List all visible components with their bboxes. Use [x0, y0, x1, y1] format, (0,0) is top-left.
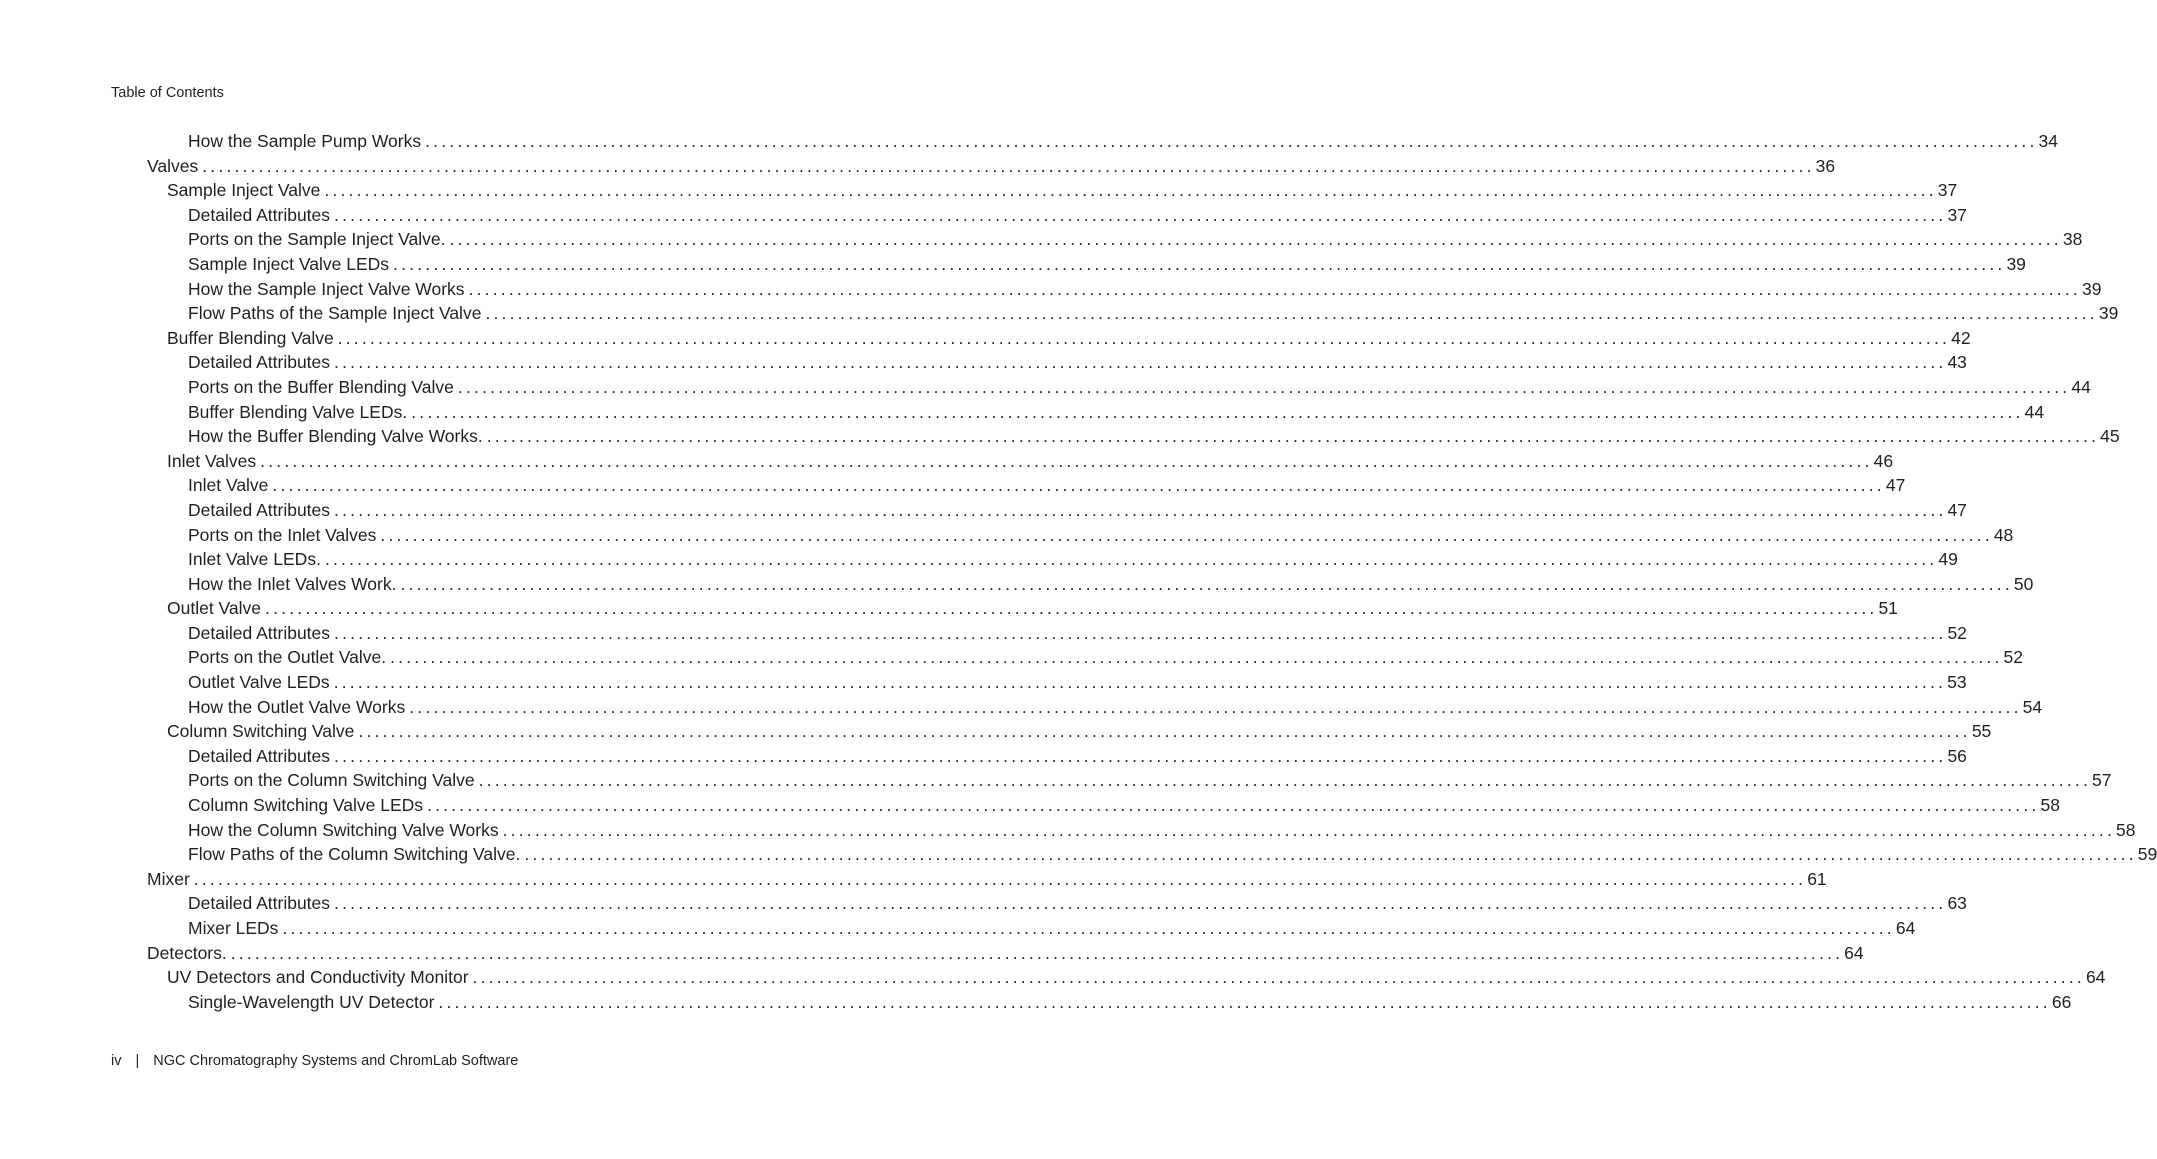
toc-entry-title: Detailed Attributes — [188, 203, 334, 228]
toc-dot-leader: ........................................................................................................................................................................................................ — [334, 499, 1947, 520]
toc-dot-leader: ........................................................................................................................................................................................................ — [334, 352, 1947, 373]
toc-entry[interactable] — [0, 154, 1836, 179]
toc-entry-page-number: 53 — [1946, 670, 1966, 695]
toc-entry-page-number: 39 — [2005, 252, 2025, 277]
toc-dot-leader: ........................................................................................................................................................................................................ — [409, 696, 2022, 717]
toc-entry[interactable] — [0, 596, 1898, 621]
toc-entry-title: Mixer LEDs — [188, 916, 282, 941]
toc-entry[interactable] — [0, 277, 2102, 302]
toc-entry[interactable] — [0, 990, 2072, 1015]
toc-dot-leader: ........................................................................................................................................................................................................ — [400, 573, 2013, 594]
toc-entry-page-number: 39 — [2081, 277, 2101, 302]
toc-entry-title: How the Outlet Valve Works — [188, 695, 409, 720]
toc-entry-line — [188, 842, 2157, 867]
toc-dot-leader: ........................................................................................................................................................................................................ — [438, 991, 2051, 1012]
toc-entry-title: How the Inlet Valves Work. — [188, 572, 400, 597]
toc-entry-line — [188, 301, 2119, 326]
toc-entry-page-number: 54 — [2022, 695, 2042, 720]
toc-dot-leader: ........................................................................................................................................................................................................ — [380, 524, 1993, 545]
toc-entry-title: Ports on the Buffer Blending Valve — [188, 375, 458, 400]
toc-dot-leader: ........................................................................................................................................................................................................ — [478, 770, 2092, 791]
toc-entry[interactable] — [0, 350, 1967, 375]
toc-entry-page-number: 47 — [1885, 473, 1905, 498]
toc-entry-line — [188, 916, 1916, 941]
toc-entry[interactable] — [0, 695, 2043, 720]
toc-entry-line — [188, 203, 1967, 228]
toc-entry-line — [188, 572, 2034, 597]
toc-entry-line — [188, 621, 1967, 646]
toc-entry-title: Ports on the Sample Inject Valve. — [188, 227, 449, 252]
toc-entry[interactable] — [0, 252, 2026, 277]
toc-entry[interactable] — [0, 203, 1967, 228]
toc-entry-line — [188, 498, 1967, 523]
toc-entry-title: Detailed Attributes — [188, 498, 334, 523]
toc-entry-title: Buffer Blending Valve LEDs. — [188, 400, 411, 425]
toc-entry-page-number: 52 — [2003, 645, 2023, 670]
toc-dot-leader: ........................................................................................................................................................................................................ — [485, 303, 2098, 324]
toc-dot-leader: ........................................................................................................................................................................................................ — [334, 745, 1947, 766]
toc-entry[interactable] — [0, 449, 1894, 474]
toc-entry-line — [167, 449, 1894, 474]
toc-entry-title: Mixer — [147, 867, 194, 892]
toc-entry-page-number: 42 — [1950, 326, 1970, 351]
toc-entry-title: Outlet Valve — [167, 596, 265, 621]
toc-dot-leader: ........................................................................................................................................................................................................ — [472, 967, 2085, 988]
toc-entry[interactable] — [0, 498, 1967, 523]
toc-entry-line — [188, 990, 2072, 1015]
toc-dot-leader: ........................................................................................................................................................................................................ — [202, 155, 1815, 176]
toc-entry-page-number: 38 — [2062, 227, 2082, 252]
toc-dot-leader: ........................................................................................................................................................................................................ — [265, 598, 1878, 619]
toc-entry[interactable] — [0, 547, 1958, 572]
toc-dot-leader: ........................................................................................................................................................................................................ — [502, 819, 2116, 840]
toc-entry-title: UV Detectors and Conductivity Monitor — [167, 965, 473, 990]
toc-entry[interactable] — [0, 965, 2106, 990]
toc-entry-title: Flow Paths of the Column Switching Valve. — [188, 842, 524, 867]
toc-entry[interactable] — [0, 891, 1967, 916]
toc-entry-title: Column Switching Valve — [167, 719, 358, 744]
table-of-contents — [0, 129, 2157, 1014]
toc-entry-line — [188, 252, 2026, 277]
toc-entry[interactable] — [0, 744, 1967, 769]
toc-entry-page-number: 59 — [2137, 842, 2157, 867]
toc-dot-leader: ........................................................................................................................................................................................................ — [468, 278, 2081, 299]
toc-entry-title: How the Column Switching Valve Works — [188, 818, 503, 843]
toc-dot-leader: ........................................................................................................................................................................................................ — [282, 918, 1895, 938]
toc-entry-title: How the Sample Pump Works — [188, 129, 425, 154]
toc-entry-line — [167, 178, 1958, 203]
toc-entry-title: Ports on the Column Switching Valve — [188, 768, 479, 793]
toc-entry[interactable] — [0, 301, 2119, 326]
toc-dot-leader: ........................................................................................................................................................................................................ — [393, 253, 2006, 274]
toc-entry[interactable] — [0, 621, 1967, 646]
toc-dot-leader: ........................................................................................................................................................................................................ — [358, 721, 1971, 742]
toc-dot-leader: ........................................................................................................................................................................................................ — [334, 204, 1947, 225]
toc-entry[interactable] — [0, 129, 2058, 154]
toc-entry[interactable] — [0, 326, 1971, 351]
toc-entry-title: Sample Inject Valve LEDs — [188, 252, 393, 277]
toc-dot-leader: ........................................................................................................................................................................................................ — [486, 426, 2100, 447]
toc-entry-page-number: 43 — [1946, 350, 1966, 375]
toc-entry-page-number: 58 — [2115, 818, 2135, 843]
toc-entry-line — [188, 695, 2043, 720]
toc-entry[interactable] — [0, 645, 2024, 670]
toc-entry-line — [188, 129, 2058, 154]
toc-entry-page-number: 51 — [1877, 596, 1897, 621]
toc-entry-page-number: 39 — [2098, 301, 2118, 326]
toc-entry-line — [147, 941, 1864, 966]
toc-entry-page-number: 47 — [1946, 498, 1966, 523]
footer-separator: | — [135, 1053, 140, 1069]
toc-dot-leader: ........................................................................................................................................................................................................ — [524, 844, 2137, 865]
toc-entry-title: Detectors. — [147, 941, 231, 966]
toc-dot-leader: ........................................................................................................................................................................................................ — [449, 229, 2062, 250]
toc-entry-title: Ports on the Inlet Valves — [188, 523, 380, 548]
toc-entry-title: Inlet Valve — [188, 473, 272, 498]
toc-entry[interactable] — [0, 375, 2091, 400]
toc-entry-page-number: 50 — [2013, 572, 2033, 597]
toc-entry-line — [188, 818, 2136, 843]
toc-entry-page-number: 58 — [2039, 793, 2059, 818]
toc-entry[interactable] — [0, 941, 1864, 966]
toc-entry-page-number: 37 — [1937, 178, 1957, 203]
toc-entry-line — [147, 867, 1827, 892]
toc-dot-leader: ........................................................................................................................................................................................................ — [230, 942, 1844, 963]
toc-entry-title: Detailed Attributes — [188, 891, 334, 916]
toc-entry[interactable] — [0, 178, 1958, 203]
running-header: Table of Contents — [111, 85, 224, 101]
toc-entry[interactable] — [0, 400, 2045, 425]
toc-entry-title: How the Sample Inject Valve Works — [188, 277, 469, 302]
toc-entry-line — [188, 523, 2014, 548]
toc-entry-line — [167, 719, 1992, 744]
toc-entry-page-number: 44 — [2024, 400, 2044, 425]
toc-entry-page-number: 64 — [1843, 941, 1863, 966]
toc-entry-page-number: 49 — [1937, 547, 1957, 572]
toc-dot-leader: ........................................................................................................................................................................................................ — [337, 327, 1951, 348]
toc-entry-title: Inlet Valve LEDs. — [188, 547, 325, 572]
toc-dot-leader: ........................................................................................................................................................................................................ — [427, 795, 2040, 816]
toc-dot-leader: ........................................................................................................................................................................................................ — [260, 450, 1873, 471]
toc-entry-page-number: 48 — [1993, 523, 2013, 548]
toc-entry[interactable] — [0, 793, 2060, 818]
toc-entry-page-number: 37 — [1946, 203, 1966, 228]
toc-entry-line — [188, 547, 1958, 572]
toc-entry-title: Outlet Valve LEDs — [188, 670, 334, 695]
toc-dot-leader: ........................................................................................................................................................................................................ — [324, 549, 1938, 570]
toc-entry-title: Column Switching Valve LEDs — [188, 793, 427, 818]
toc-entry-title: Valves — [147, 154, 202, 179]
toc-entry[interactable] — [0, 670, 1967, 695]
footer-page-number: iv — [111, 1053, 122, 1069]
toc-entry-page-number: 44 — [2070, 375, 2090, 400]
toc-entry-title: Sample Inject Valve — [167, 178, 324, 203]
toc-dot-leader: ........................................................................................................................................................................................................ — [425, 131, 2038, 151]
toc-entry-line — [188, 891, 1967, 916]
toc-entry-title: Flow Paths of the Sample Inject Valve — [188, 301, 485, 326]
toc-entry-title: Detailed Attributes — [188, 350, 334, 375]
toc-entry-line — [188, 768, 2112, 793]
toc-entry-page-number: 63 — [1946, 891, 1966, 916]
toc-entry[interactable] — [0, 572, 2034, 597]
toc-entry-title: Ports on the Outlet Valve. — [188, 645, 390, 670]
toc-dot-leader: ........................................................................................................................................................................................................ — [457, 376, 2071, 397]
toc-entry-line — [188, 793, 2060, 818]
toc-entry-page-number: 46 — [1873, 449, 1893, 474]
toc-dot-leader: ........................................................................................................................................................................................................ — [334, 622, 1947, 643]
toc-dot-leader: ........................................................................................................................................................................................................ — [411, 401, 2024, 422]
toc-entry-line — [188, 670, 1967, 695]
toc-entry[interactable] — [0, 818, 2136, 843]
toc-entry-title: Inlet Valves — [167, 449, 260, 474]
toc-entry-page-number: 66 — [2051, 990, 2071, 1015]
toc-entry-line — [188, 645, 2024, 670]
toc-dot-leader: ........................................................................................................................................................................................................ — [334, 893, 1947, 914]
toc-entry-line — [167, 965, 2106, 990]
page-footer — [111, 1052, 518, 1070]
toc-dot-leader: ........................................................................................................................................................................................................ — [333, 672, 1947, 693]
toc-entry-line — [188, 424, 2120, 449]
toc-entry-title: Single-Wavelength UV Detector — [188, 990, 438, 1015]
toc-dot-leader: ........................................................................................................................................................................................................ — [324, 180, 1937, 201]
toc-entry-line — [188, 277, 2102, 302]
toc-dot-leader: ........................................................................................................................................................................................................ — [193, 868, 1807, 889]
toc-entry-page-number: 64 — [2085, 965, 2105, 990]
toc-entry-page-number: 52 — [1946, 621, 1966, 646]
toc-entry-title: Detailed Attributes — [188, 744, 334, 769]
toc-dot-leader: ........................................................................................................................................................................................................ — [272, 475, 1885, 496]
toc-entry-page-number: 57 — [2091, 768, 2111, 793]
toc-dot-leader: ........................................................................................................................................................................................................ — [390, 647, 2003, 668]
toc-entry-page-number: 45 — [2099, 424, 2119, 449]
toc-entry-title: Buffer Blending Valve — [167, 326, 338, 351]
toc-entry[interactable] — [0, 916, 1916, 941]
toc-entry-page-number: 55 — [1971, 719, 1991, 744]
toc-entry-title: How the Buffer Blending Valve Works. — [188, 424, 487, 449]
toc-entry[interactable] — [0, 227, 2083, 252]
toc-entry-page-number: 61 — [1806, 867, 1826, 892]
toc-entry[interactable] — [0, 473, 1906, 498]
toc-entry-title: Detailed Attributes — [188, 621, 334, 646]
toc-entry[interactable] — [0, 842, 2157, 867]
toc-entry-line — [188, 744, 1967, 769]
toc-entry[interactable] — [0, 768, 2112, 793]
toc-entry-line — [188, 375, 2091, 400]
toc-entry-line — [188, 350, 1967, 375]
toc-entry-page-number: 64 — [1895, 916, 1915, 941]
toc-entry[interactable] — [0, 867, 1827, 892]
toc-entry-line — [147, 154, 1836, 179]
toc-entry-page-number: 36 — [1815, 154, 1835, 179]
toc-entry-line — [188, 227, 2083, 252]
toc-entry-page-number: 34 — [2038, 129, 2058, 154]
toc-entry[interactable] — [0, 424, 2120, 449]
toc-entry-line — [188, 400, 2045, 425]
toc-entry-line — [167, 596, 1898, 621]
toc-entry-page-number: 56 — [1946, 744, 1966, 769]
toc-entry[interactable] — [0, 523, 2014, 548]
toc-entry-line — [188, 473, 1906, 498]
toc-entry[interactable] — [0, 719, 1992, 744]
toc-entry-line — [167, 326, 1971, 351]
footer-document-title: NGC Chromatography Systems and ChromLab Software — [153, 1053, 519, 1069]
